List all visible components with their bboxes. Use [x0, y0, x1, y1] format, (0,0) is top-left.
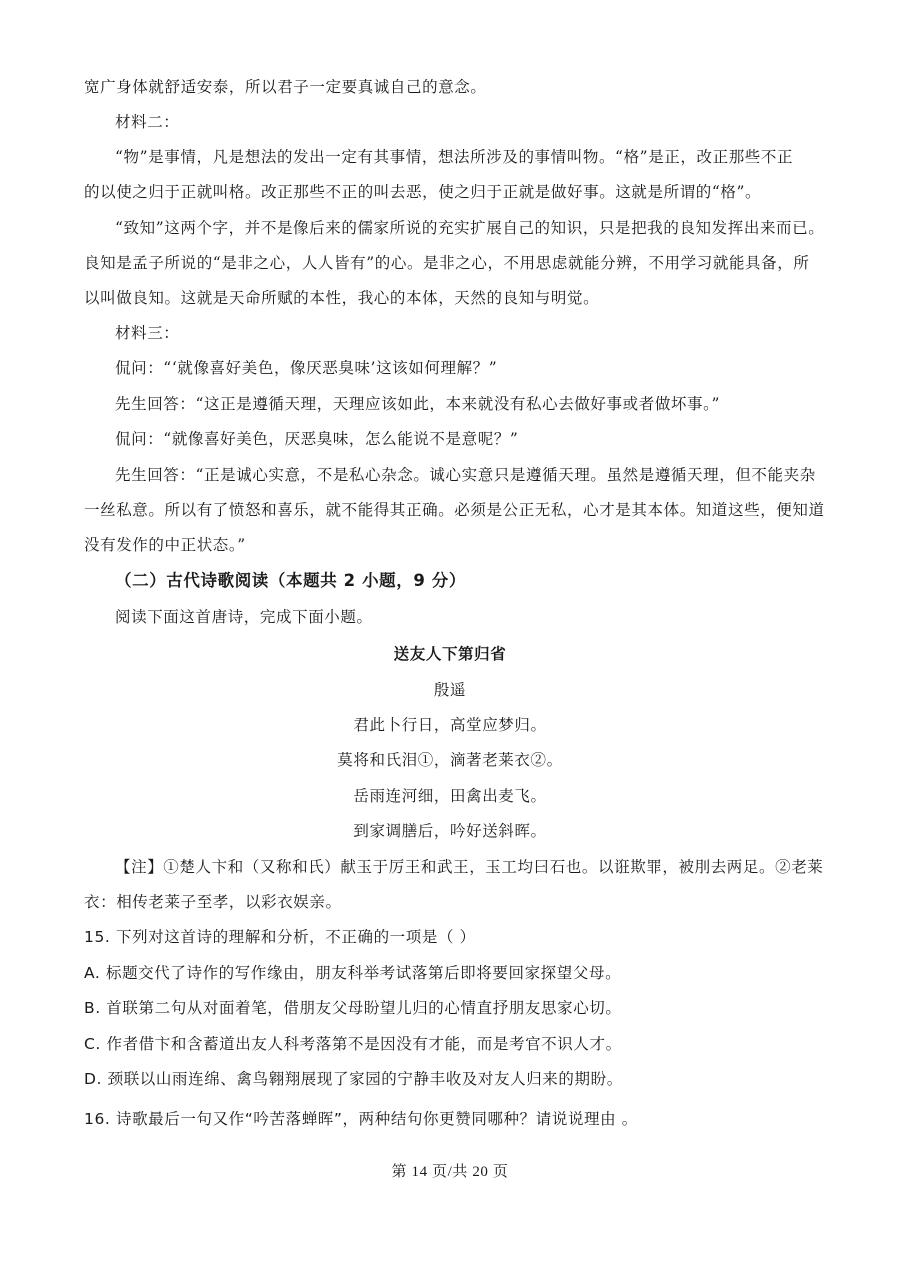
text-line: “致知”这两个字，并不是像后来的儒家所说的充实扩展自己的知识，只是把我的良知发挥出来而已。: [115, 219, 825, 237]
poem-line: 岳雨连河细，田禽出麦飞。: [353, 787, 547, 805]
text-line: 以叫做良知。这就是天命所赋的本性，我心的本体，天然的良知与明觉。: [84, 289, 600, 307]
poem-line: 到家调膳后，吟好送斜晖。: [353, 822, 547, 840]
text-line: 良知是孟子所说的“是非之心，人人皆有”的心。是非之心，不用思虑就能分辨，不用学习就能具备，所: [84, 254, 810, 272]
option-a: A. 标题交代了诗作的写作缘由，朋友科举考试落第后即将要回家探望父母。: [84, 964, 622, 982]
text-line: 一丝私意。所以有了愤怒和喜乐，就不能得其正确。必须是公正无私，心才是其本体。知道这些，便知道: [84, 501, 825, 519]
poem-note: 衣：相传老莱子至孝，以彩衣娱亲。: [84, 893, 342, 911]
text-line: 的以使之归于正就叫格。改正那些不正的叫去恶，使之归于正就是做好事。这就是所谓的“格”。: [84, 183, 762, 201]
option-d: D. 颈联以山雨连绵、禽鸟翱翔展现了家园的宁静丰收及对友人归来的期盼。: [84, 1070, 623, 1088]
question-16: 16. 诗歌最后一句又作“吟苦落蝉晖”，两种结句你更赞同哪种？请说说理由 。: [84, 1110, 638, 1128]
poem-title: 送友人下第归省: [393, 644, 507, 663]
poem-author: 殷遥: [433, 681, 467, 699]
poem-line: 莫将和氏泪①，滴著老莱衣②。: [337, 751, 563, 769]
poem-note: 【注】①楚人卞和（又称和氏）献玉于厉王和武王，玉工均曰石也。以诳欺罪，被刖去两足。②老莱: [115, 858, 824, 876]
material-three-label: 材料三：: [115, 324, 180, 342]
option-c: C. 作者借卞和含蓄道出友人科考落第不是因没有才能，而是考官不识人才。: [84, 1035, 622, 1053]
section-instruction: 阅读下面这首唐诗，完成下面小题。: [115, 608, 373, 626]
text-line: 侃问：“就像喜好美色，厌恶臭味，怎么能说不是意呢？”: [115, 430, 519, 448]
page-number: 第 14 页/共 20 页: [391, 1164, 509, 1180]
material-two-label: 材料二：: [115, 113, 180, 131]
text-line: 宽广身体就舒适安泰，所以君子一定要真诚自己的意念。: [84, 78, 487, 96]
text-line: 先生回答：“这正是遵循天理，天理应该如此，本来就没有私心去做好事或者做坏事。”: [115, 395, 721, 413]
text-line: 侃问：“‘就像喜好美色，像厌恶臭味’这该如何理解？”: [115, 359, 498, 377]
text-line: 没有发作的中正状态。”: [84, 536, 246, 554]
text-line: 先生回答：“正是诚心实意，不是私心杂念。诚心实意只是遵循天理。虽然是遵循天理，但不能夹杂: [115, 466, 816, 484]
option-b: B. 首联第二句从对面着笔，借朋友父母盼望儿归的心情直抒朋友思家心切。: [84, 999, 622, 1017]
question-15: 15. 下列对这首诗的理解和分析，不正确的一项是（ ）: [84, 928, 476, 946]
text-line: “物”是事情，凡是想法的发出一定有其事情，想法所涉及的事情叫物。“格”是正，改正那些不正: [115, 148, 794, 166]
poem-line: 君此卜行日，高堂应梦归。: [353, 716, 547, 734]
section-heading: （二）古代诗歌阅读（本题共 2 小题，9 分）: [115, 571, 466, 590]
